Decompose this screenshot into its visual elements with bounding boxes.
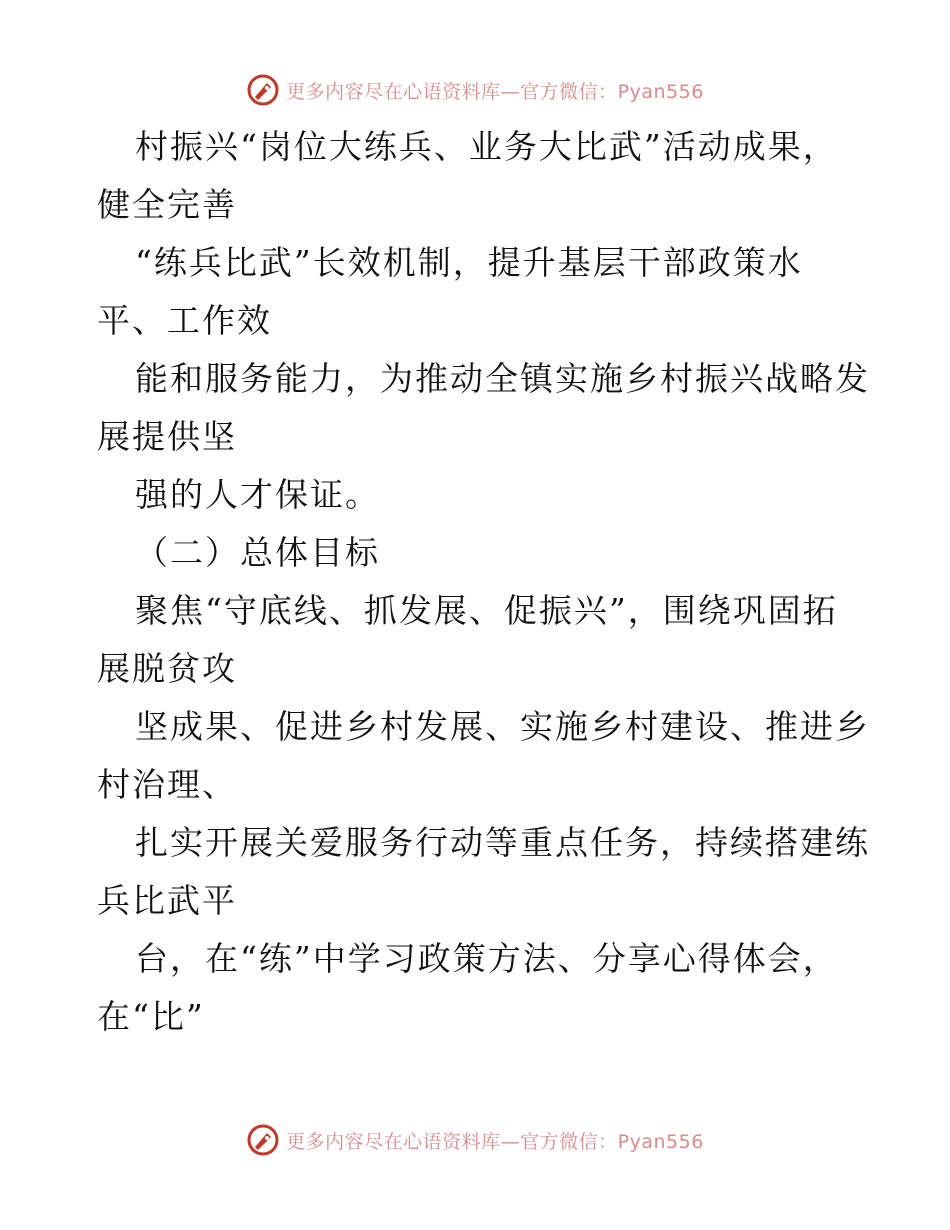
text-line: 展提供坚	[97, 417, 237, 456]
pen-nib-logo-icon	[246, 73, 280, 107]
text-line: 展脱贫攻	[97, 649, 237, 688]
text-line: 村治理、	[97, 765, 237, 804]
watermark-text: 更多内容尽在心语资料库—官方微信：Pyan556	[286, 80, 704, 103]
text-line: 台，在“练”中学习政策方法、分享心得体会，	[135, 939, 838, 978]
text-line: 扎实开展关爱服务行动等重点任务，持续搭建练	[135, 823, 870, 862]
text-line: 聚焦“守底线、抓发展、促振兴”，围绕巩固拓	[135, 591, 838, 630]
text-line: （二）总体目标	[135, 533, 380, 572]
text-line: 兵比武平	[97, 881, 237, 920]
header-watermark	[0, 70, 950, 110]
document-body	[97, 118, 887, 1046]
text-line: 能和服务能力，为推动全镇实施乡村振兴战略发	[135, 359, 870, 398]
watermark-text: 更多内容尽在心语资料库—官方微信：Pyan556	[286, 1130, 704, 1153]
pen-nib-logo-icon	[246, 1123, 280, 1157]
text-line: 健全完善	[97, 185, 237, 224]
text-line: 在“比”	[97, 997, 205, 1036]
text-line: 村振兴“岗位大练兵、业务大比武”活动成果，	[135, 127, 838, 166]
text-line: 平、工作效	[97, 301, 272, 340]
footer-watermark	[0, 1120, 950, 1160]
text-line: 坚成果、促进乡村发展、实施乡村建设、推进乡	[135, 707, 870, 746]
text-line: “练兵比武”长效机制，提升基层干部政策水	[135, 243, 803, 282]
text-line: 强的人才保证。	[135, 475, 380, 514]
